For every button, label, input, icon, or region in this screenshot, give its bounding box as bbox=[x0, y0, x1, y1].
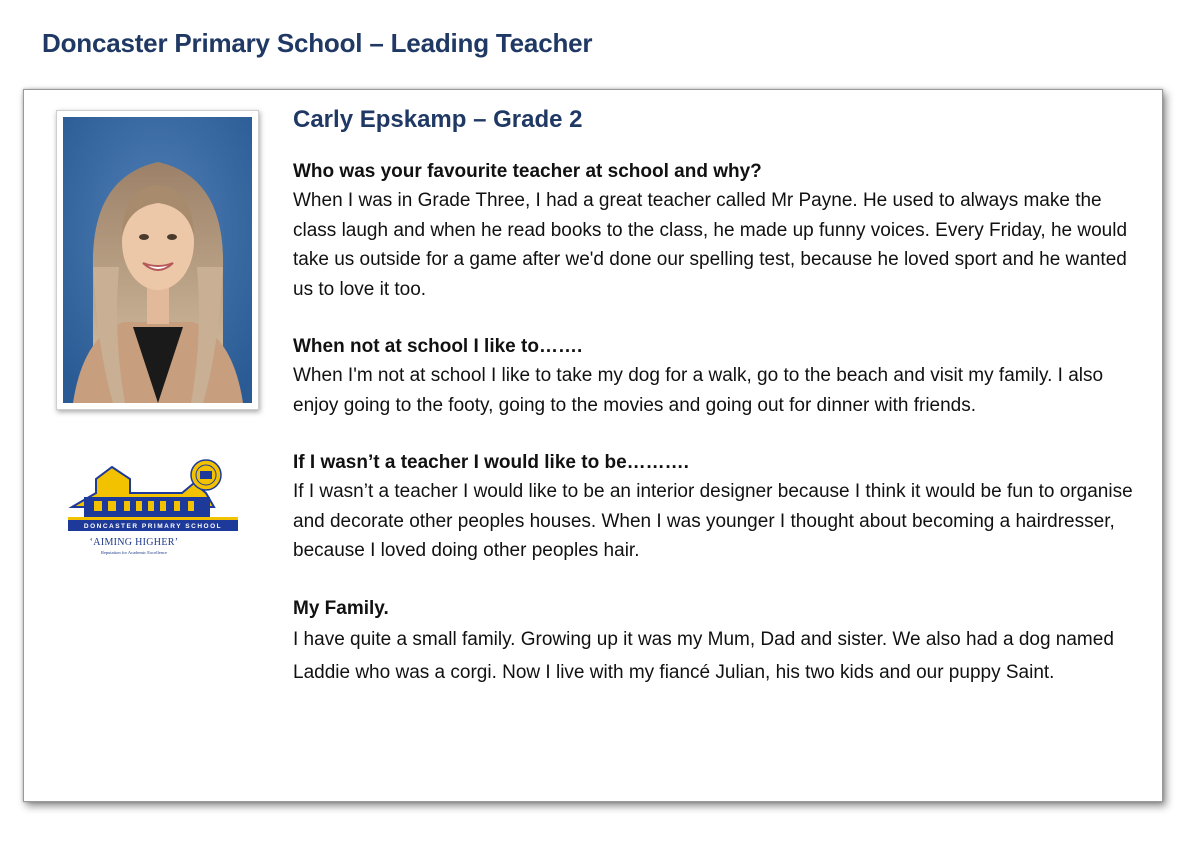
question-alternative-career: If I wasn’t a teacher I would like to be………. bbox=[293, 452, 689, 473]
school-building-logo-icon bbox=[64, 457, 244, 537]
teacher-name-heading: Carly Epskamp – Grade 2 bbox=[293, 106, 583, 133]
question-favourite-teacher: Who was your favourite teacher at school and why? bbox=[293, 161, 762, 182]
answer-my-family: I have quite a small family. Growing up it was my Mum, Dad and sister. We also had a dog named Laddie who was a corgi. Now I live with my fiancé Julian, his two kids and our puppy Saint. bbox=[293, 628, 1114, 683]
answer-alternative-career: If I wasn’t a teacher I would like to be an interior designer because I think it would be fun to organise and decorate other peoples houses. When I was younger I thought about becoming a hairdresser, because I loved doing other peoples hair. bbox=[293, 481, 1133, 561]
answer-not-at-school: When I'm not at school I like to take my dog for a walk, go to the beach and visit my family. I also enjoy going to the footy, going to the movies and going out for dinner with friends. bbox=[293, 365, 1104, 416]
school-tagline: Reputation for Academic Excellence bbox=[100, 550, 168, 555]
teacher-portrait-photo bbox=[63, 117, 252, 403]
profile-content bbox=[293, 104, 1143, 689]
answer-favourite-teacher: When I was in Grade Three, I had a great teacher called Mr Payne. He used to always make the class laugh and when he read books to the class, he made up funny voices. Every Friday, he would take us outside for a game after we'd done our spelling test, because he loved sport and he wanted us to love it too. bbox=[293, 190, 1128, 300]
question-not-at-school: When not at school I like to……. bbox=[293, 336, 583, 357]
teacher-photo bbox=[56, 110, 259, 410]
school-logo bbox=[64, 457, 244, 565]
question-my-family: My Family. bbox=[293, 597, 389, 619]
school-motto: ‘AIMING HIGHER’ bbox=[89, 537, 179, 548]
page-title: Doncaster Primary School – Leading Teacher bbox=[42, 28, 593, 58]
teacher-profile-card bbox=[23, 89, 1163, 802]
logo-banner: DONCASTER PRIMARY SCHOOL bbox=[83, 523, 223, 530]
